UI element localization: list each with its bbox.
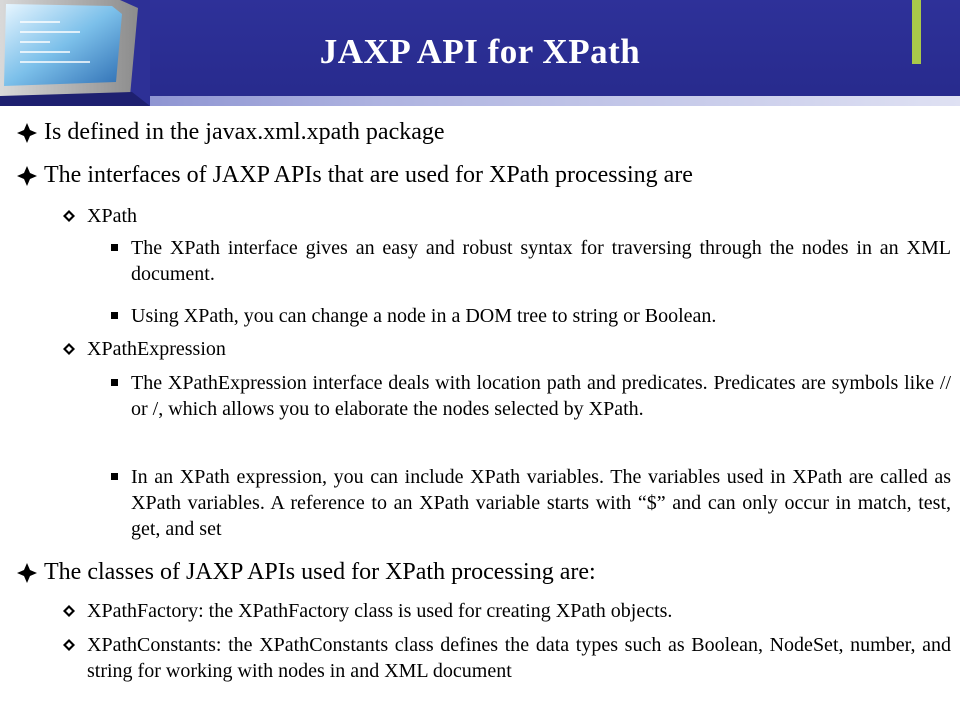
square-bullet-icon <box>111 379 118 386</box>
square-bullet-icon <box>111 312 118 319</box>
bullet-text: Using XPath, you can change a node in a DOM tree to string or Boolean. <box>131 305 717 327</box>
diamond-bullet-icon <box>16 165 38 187</box>
bullet-text: XPathConstants: the XPathConstants class defines the data types such as Boolean, NodeSet, number, and string for working with nodes in and XML document <box>87 634 951 682</box>
bullet-level3 <box>131 370 951 422</box>
bullet-text: XPathExpression <box>87 338 226 360</box>
bullet-text: Is defined in the javax.xml.xpath package <box>44 119 445 145</box>
bullet-level1 <box>44 118 944 146</box>
bullet-level3 <box>131 464 951 542</box>
accent-bar <box>912 0 921 64</box>
bullet-level2 <box>87 598 951 624</box>
diamond-outline-bullet-icon <box>63 639 75 651</box>
slide-header <box>0 0 960 106</box>
bullet-level1 <box>44 161 944 189</box>
diamond-outline-bullet-icon <box>63 210 75 222</box>
bullet-level3 <box>131 235 951 287</box>
bullet-level2 <box>87 632 951 684</box>
bullet-text: The classes of JAXP APIs used for XPath processing are: <box>44 559 596 585</box>
diamond-bullet-icon <box>16 562 38 584</box>
bullet-text: The XPathExpression interface deals with location path and predicates. Predicates are symbols like // or /, which allows you to elaborate the nodes selected by XPath. <box>131 372 951 420</box>
bullet-text: XPath <box>87 205 137 227</box>
bullet-text: The interfaces of JAXP APIs that are used for XPath processing are <box>44 162 693 188</box>
bullet-level2 <box>87 336 951 362</box>
diamond-outline-bullet-icon <box>63 343 75 355</box>
bullet-level2 <box>87 203 951 229</box>
computer-monitor-icon <box>0 0 150 106</box>
square-bullet-icon <box>111 473 118 480</box>
slide-title: JAXP API for XPath <box>319 32 641 71</box>
bullet-text: XPathFactory: the XPathFactory class is used for creating XPath objects. <box>87 600 673 622</box>
diamond-outline-bullet-icon <box>63 605 75 617</box>
bullet-level3 <box>131 303 951 329</box>
bullet-text: The XPath interface gives an easy and robust syntax for traversing through the nodes in an XML document. <box>131 237 951 285</box>
bullet-level1 <box>44 558 944 586</box>
diamond-bullet-icon <box>16 122 38 144</box>
square-bullet-icon <box>111 244 118 251</box>
bullet-text: In an XPath expression, you can include XPath variables. The variables used in XPath are called as XPath variables. A reference to an XPath variable starts with “$” and can only occur in match, test, get, and set <box>131 466 951 540</box>
